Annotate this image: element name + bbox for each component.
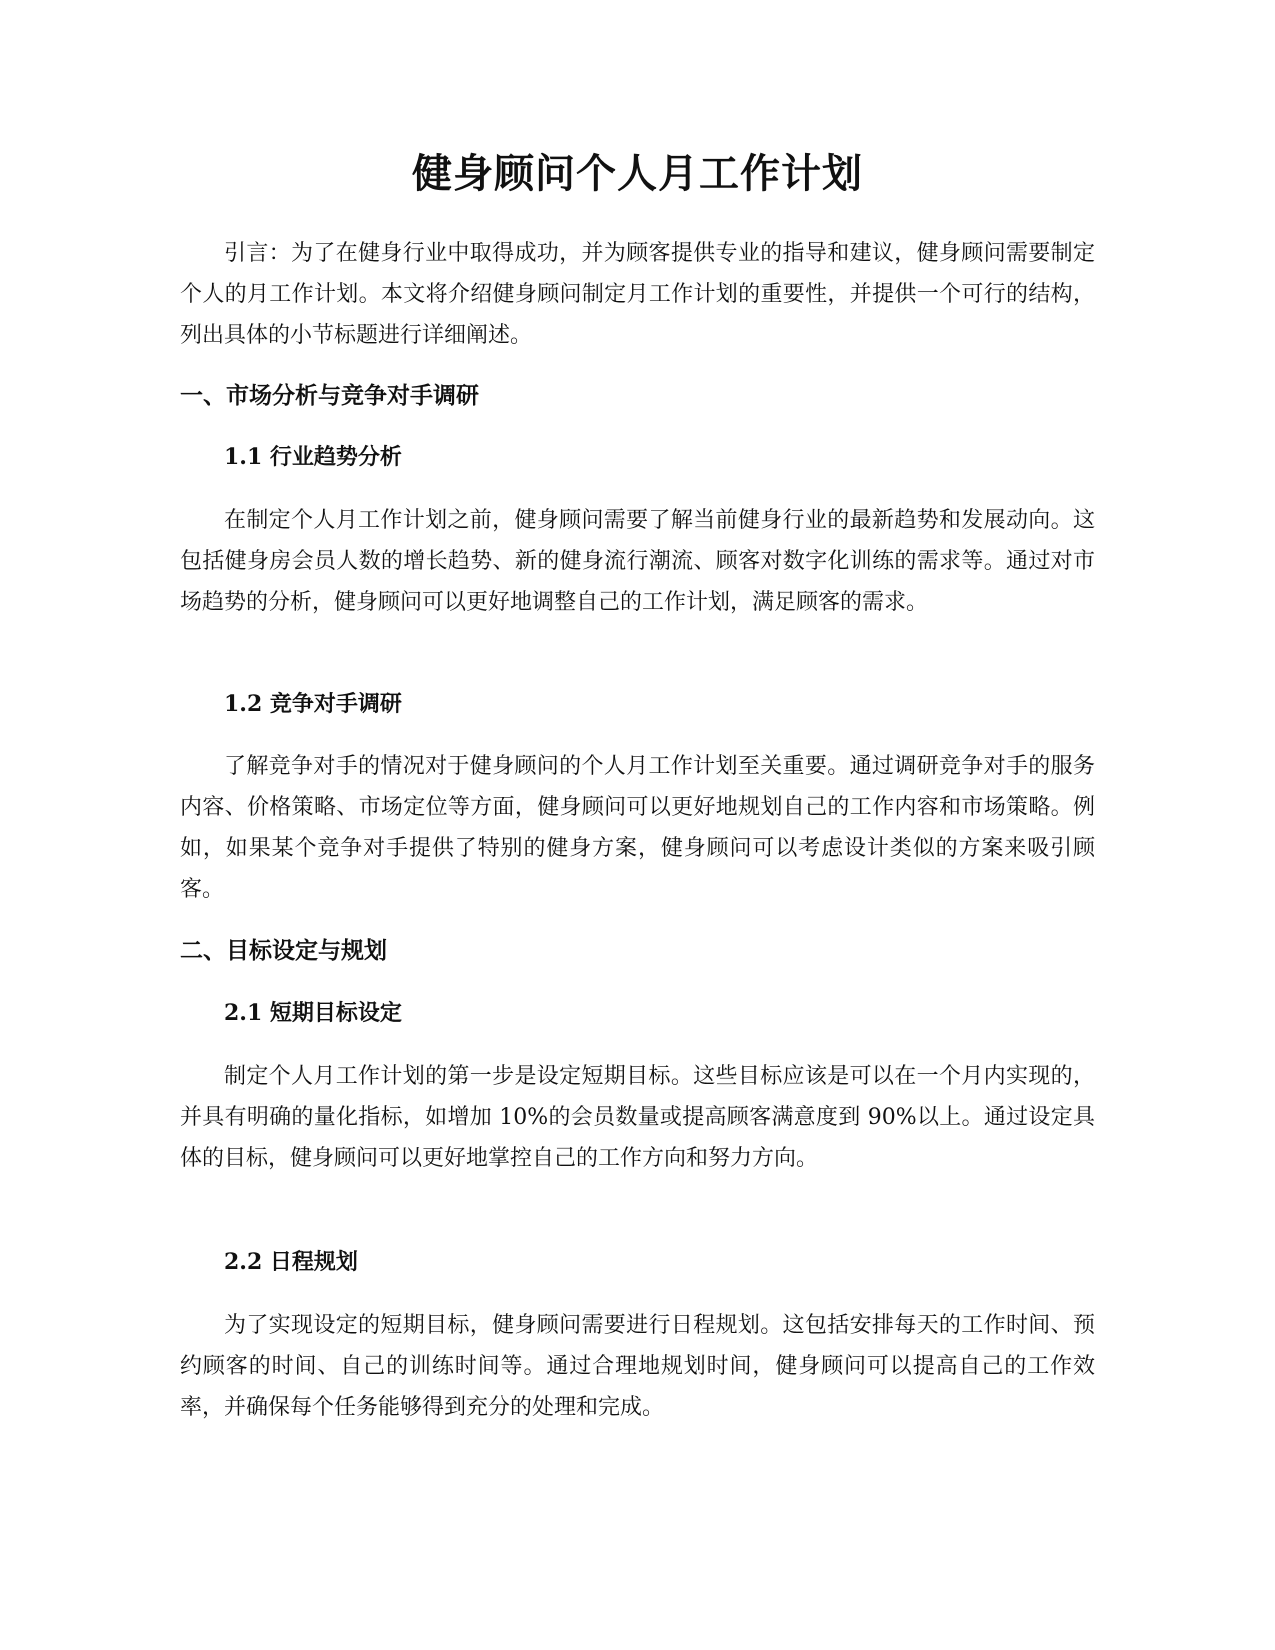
intro-paragraph: 引言：为了在健身行业中取得成功，并为顾客提供专业的指导和建议，健身顾问需要制定个人的月工作计划。本文将介绍健身顾问制定月工作计划的重要性，并提供一个可行的结构，列出具体的小节标题进行详细阐述。	[180, 241, 1095, 348]
section-heading-market-analysis: 一、市场分析与竞争对手调研	[180, 383, 479, 409]
paragraph-schedule-planning: 为了实现设定的短期目标，健身顾问需要进行日程规划。这包括安排每天的工作时间、预约顾客的时间、自己的训练时间等。通过合理地规划时间，健身顾问可以提高自己的工作效率，并确保每个任务能够得到充分的处理和完成。	[180, 1313, 1095, 1420]
paragraph-short-term-goals: 制定个人月工作计划的第一步是设定短期目标。这些目标应该是可以在一个月内实现的，并具有明确的量化指标，如增加 10%的会员数量或提高顾客满意度到 90%以上。通过设定具体的目标，健身顾问可以更好地掌控自己的工作方向和努力方向。	[180, 1064, 1095, 1171]
document-title: 健身顾问个人月工作计划	[412, 151, 863, 197]
paragraph-industry-trends: 在制定个人月工作计划之前，健身顾问需要了解当前健身行业的最新趋势和发展动向。这包括健身房会员人数的增长趋势、新的健身流行潮流、顾客对数字化训练的需求等。通过对市场趋势的分析，健身顾问可以更好地调整自己的工作计划，满足顾客的需求。	[180, 508, 1095, 615]
subsection-heading-schedule-planning: 2.2 日程规划	[224, 1249, 358, 1275]
subsection-heading-industry-trends: 1.1 行业趋势分析	[224, 444, 402, 470]
section-heading-goal-setting: 二、目标设定与规划	[180, 938, 387, 964]
subsection-heading-competitor-research: 1.2 竞争对手调研	[224, 691, 402, 717]
subsection-heading-short-term-goals: 2.1 短期目标设定	[224, 1000, 402, 1026]
paragraph-competitor-research: 了解竞争对手的情况对于健身顾问的个人月工作计划至关重要。通过调研竞争对手的服务内容、价格策略、市场定位等方面，健身顾问可以更好地规划自己的工作内容和市场策略。例如，如果某个竞争对手提供了特别的健身方案，健身顾问可以考虑设计类似的方案来吸引顾客。	[180, 754, 1095, 902]
